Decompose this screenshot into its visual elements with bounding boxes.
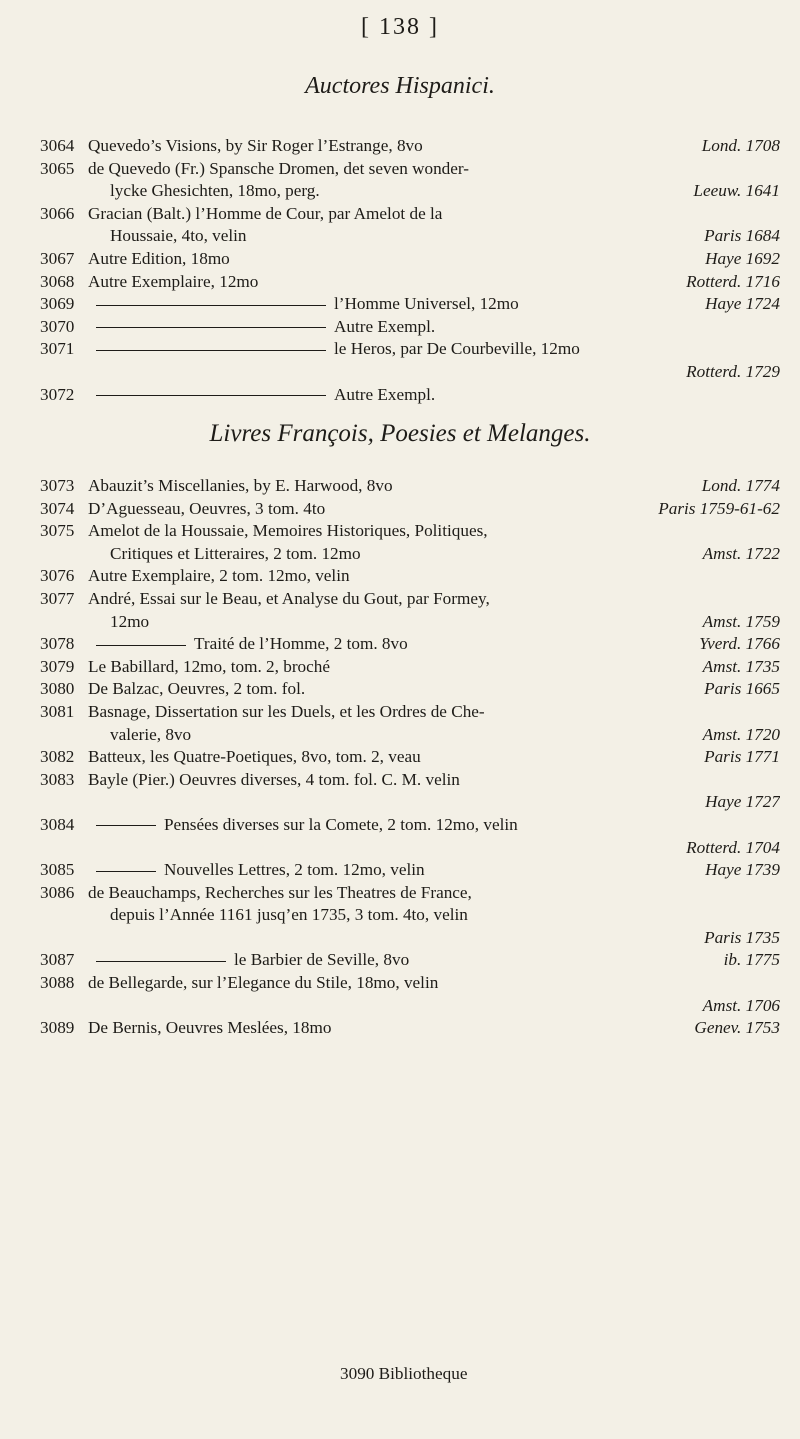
entry-line (88, 859, 780, 882)
catalogue-entry (40, 656, 780, 679)
entry-text (88, 792, 92, 811)
entry-line (88, 271, 780, 294)
entry-number: 3069 (40, 294, 75, 314)
entry-number: 3085 (40, 860, 75, 880)
entry-line (88, 135, 780, 158)
imprint: Amst. 1720 (702, 724, 780, 744)
entry-line (88, 203, 780, 226)
entry-line (88, 293, 780, 316)
entry-line (88, 904, 780, 927)
entry-line (88, 384, 780, 407)
ditto-rule (96, 305, 326, 306)
catalogue-entry (40, 498, 780, 521)
entry-line (88, 475, 780, 498)
entry-text: De Bernis, Oeuvres Meslées, 18mo (88, 1018, 332, 1038)
catalogue-entry (40, 316, 780, 339)
ditto-rule (96, 395, 326, 396)
entry-line (88, 656, 780, 679)
imprint: Rotterd. 1716 (686, 271, 780, 291)
entry-line (88, 316, 780, 339)
entry-line (88, 769, 780, 792)
catalogue-entry (40, 949, 780, 972)
entry-text: Autre Edition, 18mo (88, 248, 230, 268)
entry-line (88, 611, 780, 634)
entry-number: 3075 (40, 521, 75, 541)
imprint: Leeuw. 1641 (693, 181, 780, 201)
entry-text: Basnage, Dissertation sur les Duels, et les Ordres de Che- (88, 701, 485, 721)
entry-number: 3087 (40, 950, 75, 970)
entry-text: Pensées diverses sur la Comete, 2 tom. 12mo, velin (164, 814, 518, 834)
entry-line (88, 361, 780, 384)
entry-line (88, 678, 780, 701)
ditto-rule (96, 871, 156, 872)
entry-text: Abauzit’s Miscellanies, by E. Harwood, 8vo (88, 476, 393, 495)
entry-number: 3077 (40, 588, 75, 608)
entry-number: 3078 (40, 634, 75, 654)
imprint: ib. 1775 (723, 950, 780, 970)
entry-text (88, 996, 92, 1015)
entry-line (88, 1017, 780, 1040)
ditto-rule (96, 327, 326, 328)
imprint: Amst. 1759 (702, 611, 780, 631)
entry-line (88, 791, 780, 814)
catalogue-entry (40, 972, 780, 1017)
entry-number: 3072 (40, 384, 75, 404)
entry-text: Gracian (Balt.) l’Homme de Cour, par Amelot de la (88, 203, 443, 223)
imprint: Amst. 1735 (702, 656, 780, 676)
entry-text: D’Aguesseau, Oeuvres, 3 tom. 4to (88, 498, 326, 518)
imprint: Haye 1692 (705, 248, 780, 268)
catalogue-entry (40, 1017, 780, 1040)
entry-number: 3082 (40, 747, 75, 767)
imprint: Amst. 1706 (702, 995, 780, 1015)
imprint: Paris 1684 (704, 226, 780, 246)
entry-text: Batteux, les Quatre-Poetiques, 8vo, tom. 2, veau (88, 747, 421, 767)
imprint: Yverd. 1766 (699, 634, 780, 654)
entry-text (88, 838, 92, 857)
entry-text: Autre Exemplaire, 12mo (88, 271, 259, 291)
entry-text: 12mo (110, 611, 150, 631)
entry-number: 3071 (40, 339, 75, 359)
entry-line (88, 565, 780, 588)
imprint: Genev. 1753 (694, 1018, 780, 1038)
catalogue-entry (40, 475, 780, 498)
entry-number: 3065 (40, 158, 75, 178)
catalogue-entry (40, 158, 780, 203)
entry-list-hispanici (40, 135, 780, 406)
imprint: Amst. 1722 (702, 543, 780, 563)
entry-line (88, 814, 780, 837)
entry-text: Autre Exemplaire, 2 tom. 12mo, velin (88, 566, 350, 586)
entry-number: 3081 (40, 701, 75, 721)
imprint: Paris 1771 (704, 747, 780, 767)
imprint: Haye 1727 (705, 792, 780, 812)
entry-text: Le Babillard, 12mo, tom. 2, broché (88, 656, 331, 676)
entry-line (88, 972, 780, 995)
entry-text: valerie, 8vo (110, 724, 192, 744)
entry-line (88, 837, 780, 860)
imprint: Lond. 1708 (701, 136, 780, 155)
entry-line (88, 248, 780, 271)
imprint: Haye 1724 (705, 294, 780, 314)
catalogue-entry (40, 882, 780, 950)
catalogue-entry (40, 384, 780, 407)
entry-text (88, 928, 92, 947)
catalogue-entry (40, 271, 780, 294)
ditto-rule (96, 825, 156, 826)
ditto-rule (96, 961, 226, 962)
entry-text: de Bellegarde, sur l’Elegance du Stile, 18mo, velin (88, 973, 439, 993)
imprint: Rotterd. 1704 (686, 837, 780, 857)
entry-line (88, 180, 780, 203)
entry-text: Bayle (Pier.) Oeuvres diverses, 4 tom. fol. C. M. velin (88, 769, 460, 789)
entry-number: 3088 (40, 973, 75, 993)
entry-text: le Barbier de Seville, 8vo (234, 950, 410, 970)
entry-line (88, 949, 780, 972)
entry-text: Quevedo’s Visions, by Sir Roger l’Estrange, 8vo (88, 136, 423, 155)
entry-text: Houssaie, 4to, velin (110, 226, 247, 246)
entry-line (88, 724, 780, 747)
entry-line (88, 338, 780, 361)
catalogue-entry (40, 203, 780, 248)
imprint: Lond. 1774 (701, 476, 780, 495)
catalogue-entry (40, 588, 780, 633)
catalogue-entry (40, 520, 780, 565)
entry-number: 3080 (40, 679, 75, 699)
entry-text: de Quevedo (Fr.) Spansche Dromen, det seven wonder- (88, 158, 470, 178)
section-heading-francois: Livres François, Poesies et Melanges. (209, 420, 591, 447)
entry-line (88, 701, 780, 724)
entry-text: de Beauchamps, Recherches sur les Theatres de France, (88, 882, 472, 902)
ditto-rule (96, 645, 186, 646)
catalogue-entry (40, 769, 780, 814)
entry-line (88, 225, 780, 248)
entry-text: De Balzac, Oeuvres, 2 tom. fol. (88, 679, 306, 699)
catalogue-entry (40, 248, 780, 271)
entry-text: l’Homme Universel, 12mo (334, 294, 519, 314)
entry-line (88, 520, 780, 543)
entry-text: Autre Exempl. (334, 316, 436, 336)
entry-line (88, 498, 780, 521)
entry-line (88, 543, 780, 566)
entry-text: depuis l’Année 1161 jusq’en 1735, 3 tom. 4to, velin (110, 905, 468, 925)
entry-number: 3086 (40, 882, 75, 902)
entry-number: 3074 (40, 498, 75, 518)
entry-number: 3073 (40, 476, 75, 495)
entry-line (88, 927, 780, 950)
entry-text: André, Essai sur le Beau, et Analyse du Gout, par Formey, (88, 588, 490, 608)
entry-number: 3084 (40, 814, 75, 834)
entry-number: 3067 (40, 248, 75, 268)
entry-text: Nouvelles Lettres, 2 tom. 12mo, velin (164, 860, 425, 880)
entry-number: 3068 (40, 271, 75, 291)
entry-number: 3079 (40, 656, 75, 676)
catalogue-entry (40, 746, 780, 769)
entry-text: Amelot de la Houssaie, Memoires Historiques, Politiques, (88, 521, 488, 541)
catalogue-entry (40, 633, 780, 656)
entry-number: 3066 (40, 203, 75, 223)
entry-number: 3083 (40, 769, 75, 789)
entry-line (88, 995, 780, 1018)
catalogue-entry (40, 859, 780, 882)
catalogue-entry (40, 293, 780, 316)
catalogue-entry (40, 701, 780, 746)
catalogue-entry (40, 814, 780, 859)
entry-line (88, 158, 780, 181)
entry-text: lycke Ghesichten, 18mo, perg. (110, 181, 320, 201)
entry-line (88, 882, 780, 905)
imprint: Paris 1735 (704, 927, 780, 947)
imprint: Paris 1665 (704, 679, 780, 699)
entry-number: 3070 (40, 316, 75, 336)
imprint: Paris 1759-61-62 (658, 498, 780, 518)
entry-list-francois (40, 475, 780, 1040)
catchword: 3090 Bibliotheque (340, 1364, 468, 1383)
entry-text: Autre Exempl. (334, 384, 436, 404)
entry-line (88, 746, 780, 769)
catalogue-entry (40, 678, 780, 701)
section-heading-hispanici: Auctores Hispanici. (305, 73, 495, 99)
ditto-rule (96, 350, 326, 351)
entry-text: le Heros, par De Courbeville, 12mo (334, 339, 580, 359)
entry-number: 3076 (40, 566, 75, 586)
entry-text: Critiques et Litteraires, 2 tom. 12mo (110, 543, 361, 563)
entry-line (88, 633, 780, 656)
entry-number: 3064 (40, 136, 75, 155)
catalogue-entry (40, 135, 780, 158)
entry-text: Traité de l’Homme, 2 tom. 8vo (194, 634, 408, 654)
catalogue-entry (40, 565, 780, 588)
entry-number: 3089 (40, 1018, 75, 1038)
imprint: Rotterd. 1729 (686, 361, 780, 381)
entry-line (88, 588, 780, 611)
imprint: Haye 1739 (705, 860, 780, 880)
entry-text (88, 362, 92, 381)
catalogue-entry (40, 338, 780, 383)
page-number: [ 138 ] (361, 14, 439, 40)
